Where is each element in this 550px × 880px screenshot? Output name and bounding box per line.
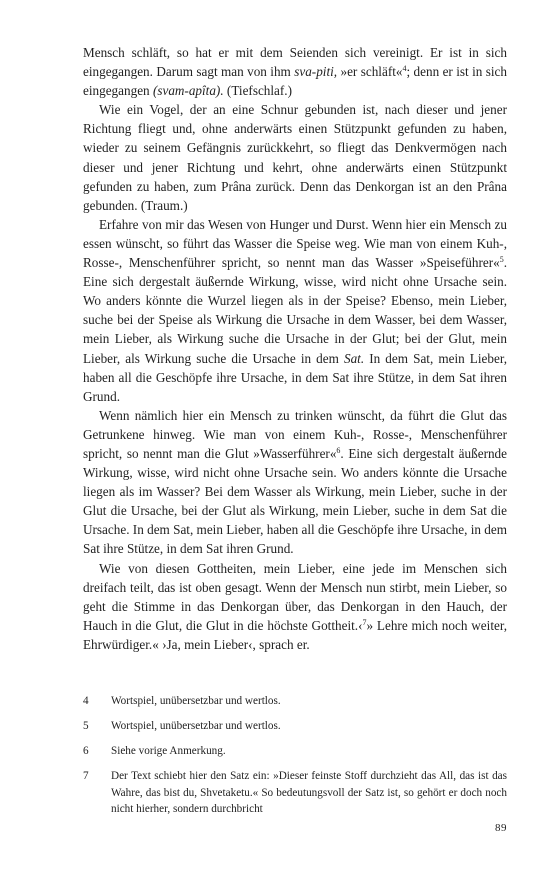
body-text [83,43,507,654]
italic-term: sva-piti, [294,64,338,80]
paragraph [83,215,507,406]
text-run: Mensch schläft, so hat er mit dem Seienden sich vereinigt. Er ist in sich eingegangen. Darum sagt man von ihm [83,45,507,80]
paragraph [83,406,507,559]
paragraph [83,100,507,215]
text-run: »er schläft« [337,64,403,80]
footnote-text: Wortspiel, unübersetzbar und wertlos. [111,695,281,707]
footnote-number: 4 [83,695,89,707]
footnote-4 [83,693,507,710]
text-run: . Eine sich dergestalt äußernde Wirkung, wisse, wird nicht ohne Ursache sein. Wo anders könnte die Wurzel liegen als in der Speise? Ebenso, mein Lieber, suche bei der Speise als Wirkung die Ursache in dem Wasser, bei dem Wasser, mein Lieber, als Wirkung suche die Ursache in der Glut; bei der Glut, mein Lieber, als Wirkung suche die Ursache in dem [83,255,507,366]
footnote-text: Der Text schiebt hier den Satz ein: »Dieser feinste Stoff durchzieht das All, das ist das Wahre, das bist du, Shvetaketu.« So bedeutungsvoll der Satz ist, so gehört er doch noch nicht hierher, sondern durchbricht [111,770,507,816]
text-run: ; denn er ist in sich eingegangen [83,64,507,99]
footnote-ref: 7 [362,617,367,627]
footnote-7 [83,768,507,818]
paragraph [83,43,507,100]
footnote-ref: 6 [336,445,341,455]
footnote-text: Wortspiel, unübersetzbar und wertlos. [111,720,281,733]
text-run: In dem Sat, mein Lieber, haben all die Geschöpfe ihre Ursache, in dem Sat ihre Stütze, in dem Sat ihren Grund. [83,350,507,404]
footnote-number: 7 [83,770,89,783]
text-run: Wie ein Vogel, der an eine Schnur gebunden ist, nach dieser und jener Richtung fliegt und, ohne anderwärts einen Stützpunkt gefunden zu haben, wieder zu seinem Gefängnis zurückkehrt, so fliegt das Denkvermögen nach dieser und jener Richtung und kehrt, ohne anderwärts einen Stützpunkt gefunden zu haben, zum Prâna zurück. Denn das Denkorgan ist an den Prâna gebunden. (Traum.) [83,102,507,213]
text-run: Erfahre von mir das Wesen von Hunger und Durst. Wenn hier ein Mensch zu essen wünscht, so führt das Wasser die Speise weg. Wie man von einem Kuh-, Rosse-, Menschenführer spricht, so nennt man das Wasser »Speiseführer« [83,216,507,271]
footnote-6 [83,743,507,760]
text-run: » Lehre mich noch weiter, Ehrwürdiger.« ›Ja, mein Lieber‹, sprach er. [83,617,508,652]
italic-term: Sat. [343,350,365,366]
footnote-text: Siehe vorige Anmerkung. [111,745,226,758]
footnote-ref: 5 [499,255,504,265]
text-run: . Eine sich dergestalt äußernde Wirkung, wisse, wird nicht ohne Ursache sein. Wo anders könnte die Ursache liegen als im Wasser? Bei dem Wasser als Wirkung, mein Lieber, suche in der Glut die Ursache, bei der Glut als Wirkung, mein Lieber, suche in dem Sat die Ursache. In dem Sat, mein Lieber, haben all die Geschöpfe ihre Ursache, in dem Sat ihre Stütze, in dem Sat ihren Grund. [83,445,507,557]
footnote-number: 6 [83,745,89,758]
paragraph [83,559,507,654]
page-number: 89 [495,822,507,834]
footnote-5 [83,718,507,735]
footnotes [83,693,507,827]
text-run: Wie von diesen Gottheiten, mein Lieber, eine jede im Menschen sich dreifach teilt, das ist oben gesagt. Wenn der Mensch nun stirbt, mein Lieber, so geht die Stimme in das Denkorgan über, das Denkorgan in den Hauch, der Hauch in die Glut, die Glut in die höchste Gottheit.‹ [83,560,507,633]
italic-term: (svam-apîta). [152,83,224,99]
footnote-number: 5 [83,720,89,733]
text-run: (Tiefschlaf.) [223,83,292,99]
text-run: Wenn nämlich hier ein Mensch zu trinken wünscht, da führt die Glut das Getrunkene hinweg. Wie man von einem Kuh-, Rosse-, Menschenführer spricht, so nennt man die Glut »Wasserführer« [83,407,507,461]
footnote-ref: 4 [402,64,407,74]
